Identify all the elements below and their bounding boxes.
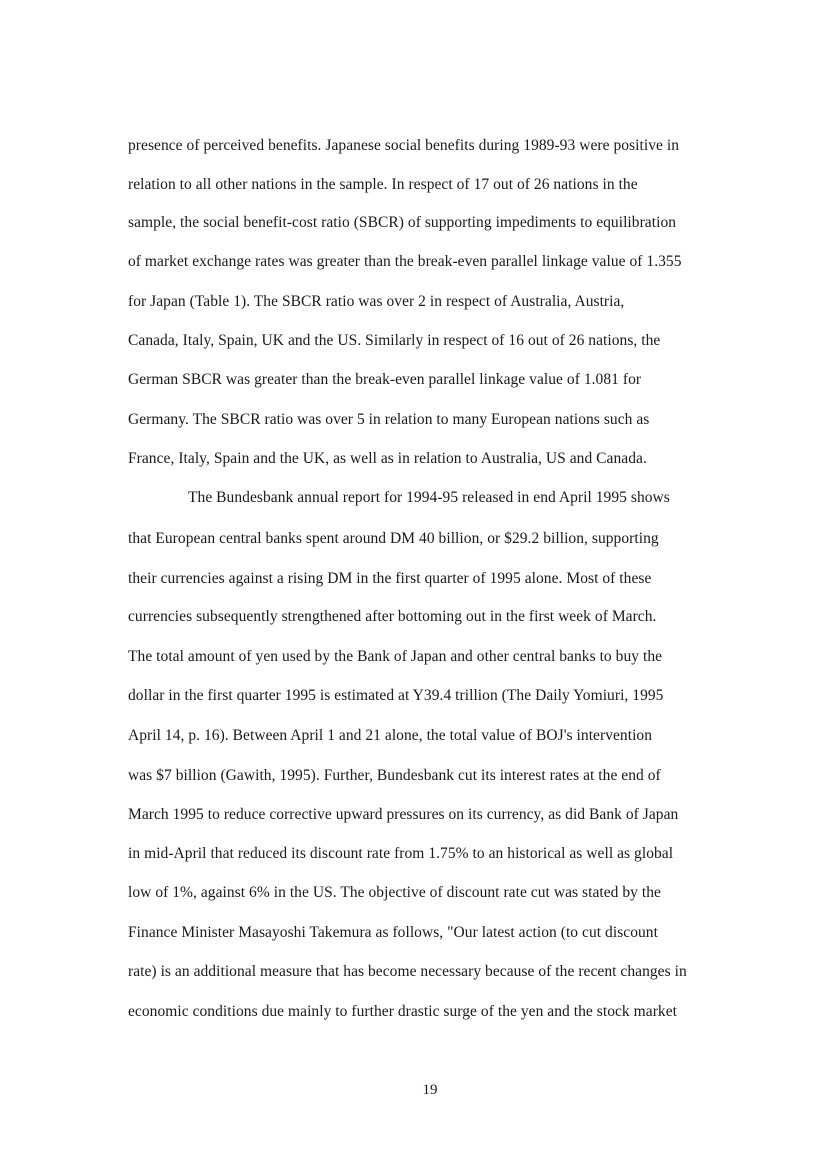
- text-line: Canada, Italy, Spain, UK and the US. Similarly in respect of 16 out of 26 nations, the: [128, 332, 661, 349]
- text-line: The total amount of yen used by the Bank of Japan and other central banks to buy the: [128, 648, 663, 665]
- text-line: France, Italy, Spain and the UK, as well as in relation to Australia, US and Canada.: [128, 450, 647, 467]
- text-line: for Japan (Table 1). The SBCR ratio was over 2 in respect of Australia, Austria,: [128, 293, 625, 310]
- text-line: low of 1%, against 6% in the US. The objective of discount rate cut was stated by the: [128, 884, 661, 901]
- text-line: currencies subsequently strengthened after bottoming out in the first week of March.: [128, 608, 657, 625]
- text-line: in mid-April that reduced its discount rate from 1.75% to an historical as well as global: [128, 845, 674, 862]
- text-line: Germany. The SBCR ratio was over 5 in relation to many European nations such as: [128, 411, 650, 428]
- page-number: 19: [422, 1082, 438, 1098]
- text-line: April 14, p. 16). Between April 1 and 21 alone, the total value of BOJ's intervention: [128, 727, 653, 744]
- text-line: relation to all other nations in the sample. In respect of 17 out of 26 nations in the: [128, 176, 638, 193]
- paragraph-first-line: The Bundesbank annual report for 1994-95 released in end April 1995 shows: [188, 489, 670, 506]
- text-line: March 1995 to reduce corrective upward pressures on its currency, as did Bank of Japan: [128, 806, 679, 823]
- text-line: presence of perceived benefits. Japanese social benefits during 1989-93 were positive in: [128, 137, 680, 154]
- text-line: their currencies against a rising DM in the first quarter of 1995 alone. Most of these: [128, 570, 652, 587]
- text-line: rate) is an additional measure that has become necessary because of the recent changes in: [128, 963, 687, 980]
- text-line: sample, the social benefit-cost ratio (SBCR) of supporting impediments to equilibration: [128, 214, 677, 231]
- text-line: Finance Minister Masayoshi Takemura as follows, "Our latest action (to cut discount: [128, 924, 658, 941]
- text-line: dollar in the first quarter 1995 is estimated at Y39.4 trillion (The Daily Yomiuri, 1995: [128, 687, 664, 704]
- text-line: economic conditions due mainly to further drastic surge of the yen and the stock market: [128, 1003, 677, 1020]
- text-line: was $7 billion (Gawith, 1995). Further, Bundesbank cut its interest rates at the end of: [128, 767, 661, 784]
- text-line: German SBCR was greater than the break-even parallel linkage value of 1.081 for: [128, 371, 642, 388]
- text-line: that European central banks spent around DM 40 billion, or $29.2 billion, supporting: [128, 530, 659, 547]
- text-line: of market exchange rates was greater than the break-even parallel linkage value of 1.355: [128, 253, 682, 270]
